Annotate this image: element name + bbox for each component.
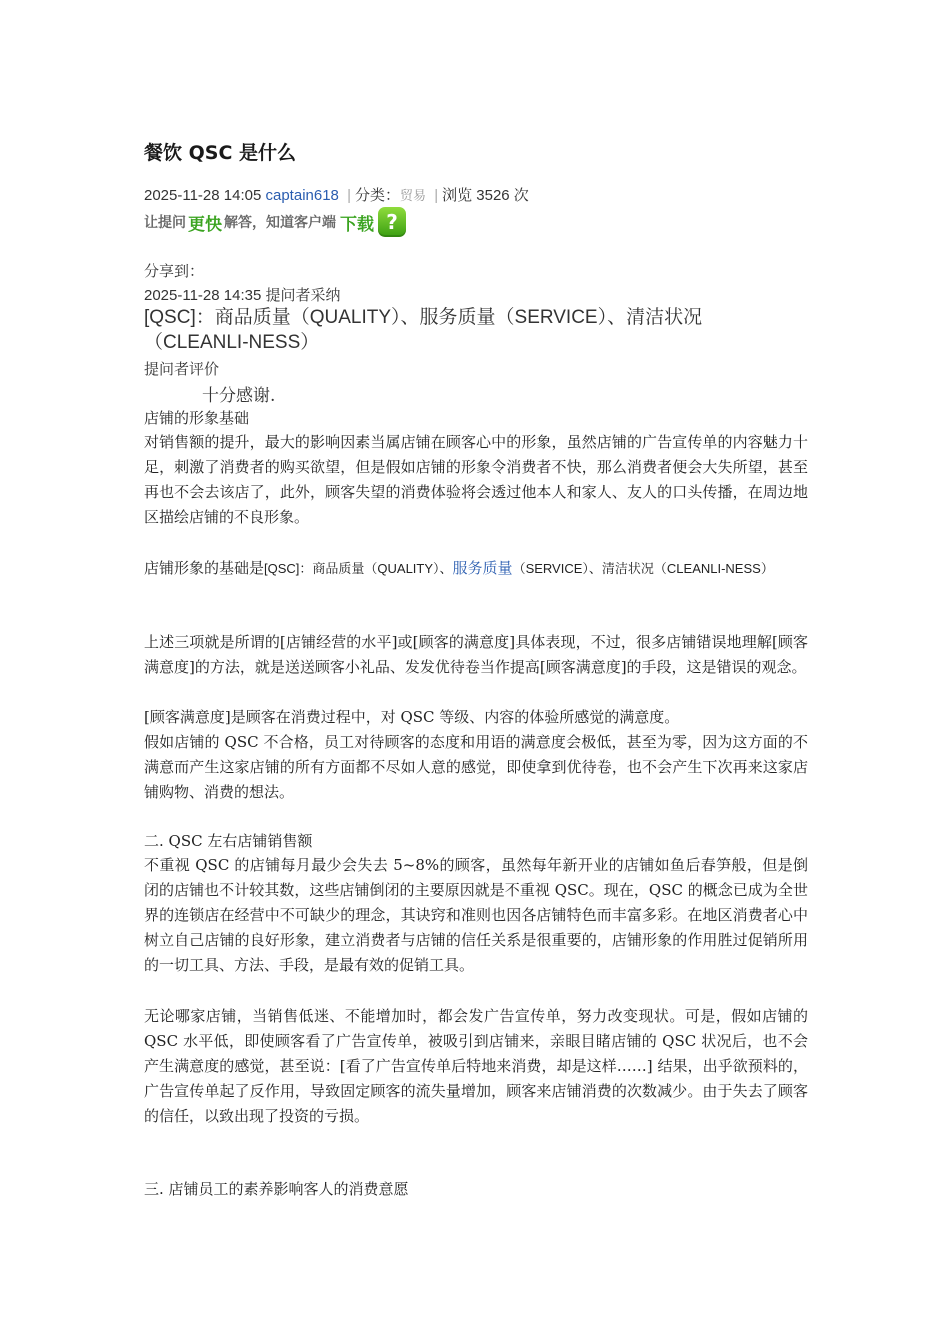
meta-divider: | — [347, 187, 351, 204]
banner-download: 下载 — [340, 214, 374, 235]
paragraph-text: 店铺形象的基础是 — [144, 559, 265, 577]
service-quality-link[interactable]: 服务质量 — [452, 559, 513, 577]
paragraph: 不重视 QSC 的店铺每月最少会失去 5~8%的顾客，虽然每年新开业的店铺如鱼后春笋般，但是倒闭的店铺也不计较其数，这些店铺倒闭的主要原因就是不重视 QSC。现在，QSC 的概念已成为全世界的连锁店在经营中不可缺少的理念，其诀窍和准则也因各店铺特色而丰富多彩。在地区消费者心中树立自己店铺的良好形象，建立消费者与店铺的信任关系是很重要的，店铺形象的作用胜过促销所用的一切工具、方法、手段，是最有效的促销工具。 — [144, 856, 808, 974]
asker-evaluation-label: 提问者评价 — [144, 360, 220, 378]
paragraph: 假如店铺的 QSC 不合格，员工对待顾客的态度和用语的满意度会极低，甚至为零，因为这方面的不满意而产生这家店铺的所有方面都不尽如人意的感觉，即使拿到优待卷，也不会产生下次再来这家店铺购物、消费的想法。 — [144, 733, 808, 801]
paragraph-text: （SERVICE）、清洁状况（CLEANLI-NESS） — [512, 561, 774, 576]
adopted-datetime: 2025-11-28 14:35 — [144, 287, 262, 304]
paragraph: 上述三项就是所谓的[店铺经营的水平]或[顾客的满意度]具体表现，不过，很多店铺错误地理解[顾客满意度]的方法，就是送送顾客小礼品、发发优待卷当作提高[顾客满意度]的手段，这是错误的观念。 — [144, 633, 808, 676]
paragraph-text: [QSC]：商品质量（QUALITY）、 — [264, 561, 453, 576]
adopted-answer-meta — [144, 284, 341, 305]
question-meta — [144, 184, 529, 205]
app-download-banner[interactable] — [144, 206, 454, 238]
banner-fast: 更快 — [188, 214, 222, 235]
question-mark-icon: ? — [378, 207, 406, 237]
category-label: 分类： — [354, 187, 400, 204]
meta-divider: | — [434, 187, 439, 204]
author-link[interactable]: captain618 — [265, 187, 339, 204]
paragraph: 店铺的形象基础 — [144, 409, 250, 427]
paragraph: 无论哪家店铺，当销售低迷、不能增加时，都会发广告宣传单，努力改变现状。可是，假如店铺的 QSC 水平低，即使顾客看了广告宣传单，被吸引到店铺来，亲眼目睹店铺的 QSC 状况后，也不会产生满意度的感觉，甚至说：[看了广告宣传单后特地来消费，却是这样……] 结果，出乎欲预料的，广告宣传单起了反作用，导致固定顾客的流失量增加，顾客来店铺消费的次数减少。由于失去了顾客的信任，以致出现了投资的亏损。 — [144, 1007, 808, 1125]
best-answer-text: [QSC]：商品质量（QUALITY）、服务质量（SERVICE）、清洁状况（CLEANLI-NESS） — [144, 307, 703, 353]
asker-evaluation-text: 十分感谢. — [202, 386, 276, 406]
banner-middle: 解答，知道客户端 — [224, 215, 336, 231]
post-datetime: 2025-11-28 14:05 — [144, 187, 262, 204]
section-heading: 三. 店铺员工的素养影响客人的消费意愿 — [144, 1180, 409, 1198]
paragraph — [144, 556, 808, 581]
page-title: 餐饮 QSC 是什么 — [144, 142, 297, 164]
category-link[interactable]: 贸易 — [400, 188, 427, 203]
adopted-label: 提问者采纳 — [265, 286, 341, 304]
share-label: 分享到： — [144, 262, 205, 280]
view-count: 浏览 3526 次 — [442, 187, 529, 204]
banner-prefix: 让提问 — [144, 215, 186, 231]
paragraph: 对销售额的提升，最大的影响因素当属店铺在顾客心中的形象，虽然店铺的广告宣传单的内容魅力十足，刺激了消费者的购买欲望，但是假如店铺的形象令消费者不快，那么消费者便会大失所望，甚至再也不会去该店了，此外，顾客失望的消费体验将会透过他本人和家人、友人的口头传播，在周边地区描绘店铺的不良形象。 — [144, 433, 808, 526]
section-heading: 二. QSC 左右店铺销售额 — [144, 832, 313, 850]
paragraph: [顾客满意度]是顾客在消费过程中，对 QSC 等级、内容的体验所感觉的满意度。 — [144, 708, 680, 726]
